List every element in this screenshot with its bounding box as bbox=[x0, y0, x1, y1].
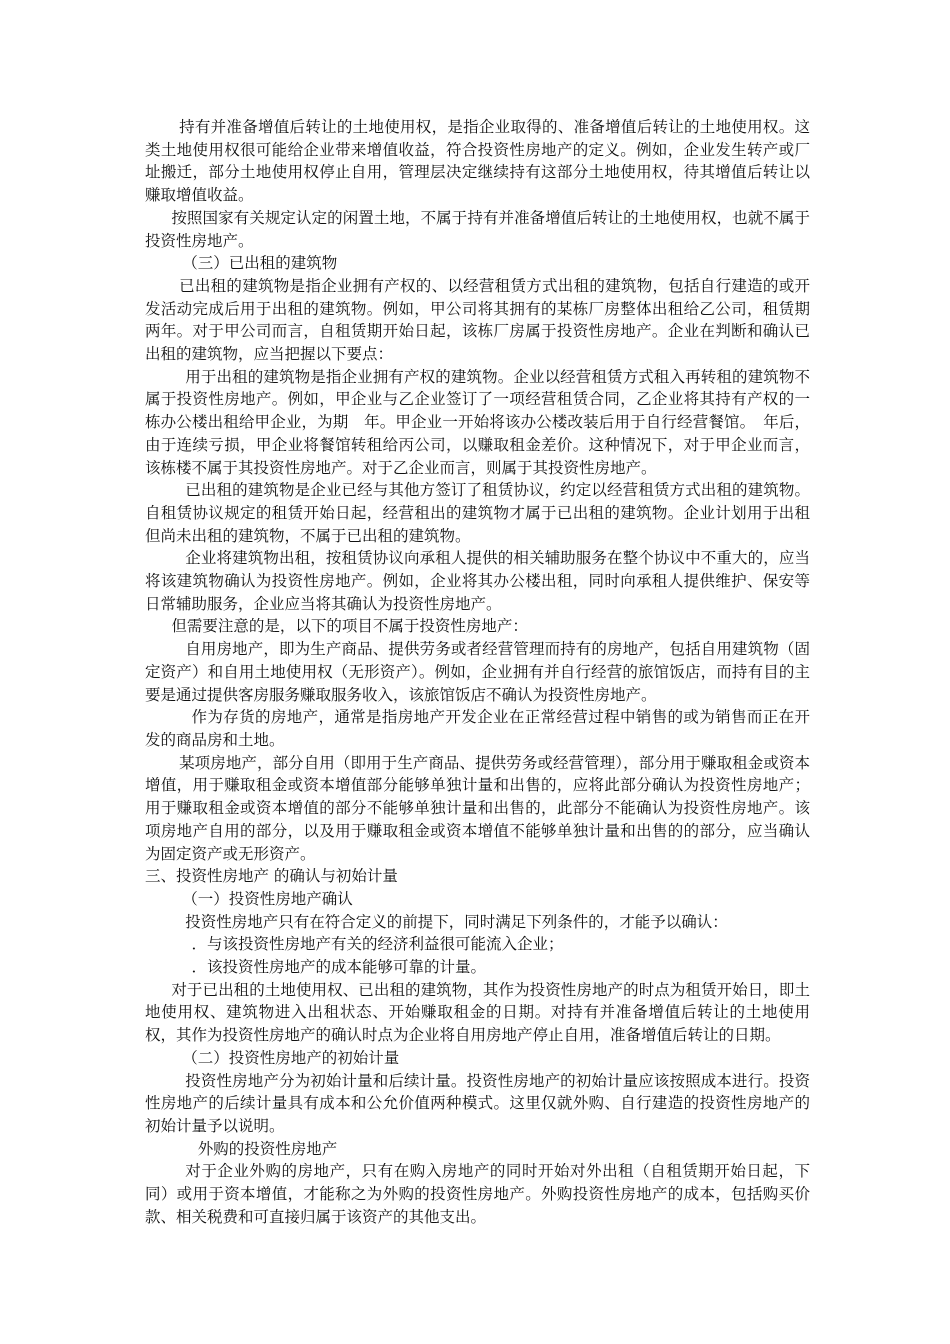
paragraph-purchased-property: 对于企业外购的房地产，只有在购入房地产的同时开始对外出租（自租赁期开始日起，下同）或用于资本增值，才能称之为外购的投资性房地产。外购投资性房地产的成本，包括购买价款、相关税费和可直接归属于该资产的其他支出。 bbox=[145, 1162, 810, 1226]
paragraph-recognition-timing: 对于已出租的土地使用权、已出租的建筑物，其作为投资性房地产的时点为租赁开始日，即土地使用权、建筑物进入出租状态、开始赚取租金的日期。对持有并准备增值后转让的土地使用权，其作为投资性房地产的确认时点为企业将自用房地产停止自用，准备增值后转让的日期。 bbox=[145, 980, 810, 1045]
list-item-cost-measurement: ．该投资性房地产的成本能够可靠的计量。 bbox=[191, 958, 487, 977]
paragraph-initial-measurement: 投资性房地产分为初始计量和后续计量。投资性房地产的初始计量应该按照成本进行。投资性房地产的后续计量具有成本和公允价值两种模式。这里仅就外购、自行建造的投资性房地产的初始计量予以说明。 bbox=[145, 1071, 810, 1135]
paragraph-ancillary-services: 企业将建筑物出租，按租赁协议向承租人提供的相关辅助服务在整个协议中不重大的，应当将该建筑物确认为投资性房地产。例如，企业将其办公楼出租，同时向承租人提供维护、保安等日常辅助服务，企业应当将其确认为投资性房地产。 bbox=[145, 549, 810, 613]
paragraph-self-use-property: 自用房地产，即为生产商品、提供劳务或者经营管理而持有的房地产，包括自用建筑物（固定资产）和自用土地使用权（无形资产）。例如，企业拥有并自行经营的旅馆饭店，而持有目的主要是通过提供客房服务赚取服务收入，该旅馆饭店不确认为投资性房地产。 bbox=[145, 640, 810, 704]
subheading-recognition: （一）投资性房地产确认 bbox=[182, 889, 353, 908]
document-body bbox=[145, 116, 810, 1228]
paragraph-owned-buildings: 用于出租的建筑物是指企业拥有产权的建筑物。企业以经营租赁方式租入再转租的建筑物不属于投资性房地产。例如，甲企业与乙企业签订了一项经营租赁合同，乙企业将其持有产权的一栋办公楼出租给甲企业，为期 年。甲企业一开始将该办公楼改装后用于自行经营餐馆。 年后，由于连续亏损，甲企业将餐馆转租给丙公司，以赚取租金差价。这种情况下，对于甲企业而言，该栋楼不属于其投资性房地产。对于乙企业而言，则属于其投资性房地产。 bbox=[145, 367, 810, 477]
paragraph-lease-agreement: 已出租的建筑物是企业已经与其他方签订了租赁协议，约定以经营租赁方式出租的建筑物。自租赁协议规定的租赁开始日起，经营租出的建筑物才属于已出租的建筑物。企业计划用于出租但尚未出租的建筑物，不属于已出租的建筑物。 bbox=[145, 481, 810, 545]
paragraph-idle-land: 按照国家有关规定认定的闲置土地，不属于持有并准备增值后转让的土地使用权，也就不属于投资性房地产。 bbox=[145, 208, 810, 250]
subheading-purchased-property: 外购的投资性房地产 bbox=[197, 1139, 338, 1158]
paragraph-inventory-property: 作为存货的房地产，通常是指房地产开发企业在正常经营过程中销售的或为销售而正在开发的商品房和土地。 bbox=[145, 708, 810, 749]
heading-leased-buildings: （三）已出租的建筑物 bbox=[182, 254, 338, 273]
paragraph-recognition-conditions: 投资性房地产只有在符合定义的前提下，同时满足下列条件的，才能予以确认： bbox=[185, 912, 728, 931]
list-item-economic-benefits: ．与该投资性房地产有关的经济利益很可能流入企业； bbox=[191, 935, 564, 954]
paragraph-leased-buildings-definition: 已出租的建筑物是指企业拥有产权的、以经营租赁方式出租的建筑物，包括自行建造的或开发活动完成后用于出租的建筑物。例如，甲公司将其拥有的某栋厂房整体出租给乙公司，租赁期两年。对于甲公司而言，自租赁期开始日起，该栋厂房属于投资性房地产。企业在判断和确认已出租的建筑物，应当把握以下要点： bbox=[145, 276, 810, 364]
section-heading-recognition: 三、投资性房地产 的确认与初始计量 bbox=[145, 867, 398, 886]
paragraph-exclusions-intro: 但需要注意的是，以下的项目不属于投资性房地产： bbox=[171, 617, 528, 636]
subheading-initial-measurement: （二）投资性房地产的初始计量 bbox=[182, 1048, 400, 1067]
paragraph-partial-self-use: 某项房地产，部分自用（即用于生产商品、提供劳务或经营管理），部分用于赚取租金或资本增值，用于赚取租金或资本增值部分能够单独计量和出售的，应将此部分确认为投资性房地产；用于赚取租金或资本增值的部分不能够单独计量和出售的，此部分不能确认为投资性房地产。该项房地产自用的部分，以及用于赚取租金或资本增值不能够单独计量和出售的的部分，应当确认为固定资产或无形资产。 bbox=[145, 753, 810, 863]
paragraph-land-use-right: 持有并准备增值后转让的土地使用权，是指企业取得的、准备增值后转让的土地使用权。这类土地使用权很可能给企业带来增值收益，符合投资性房地产的定义。例如，企业发生转产或厂址搬迁，部分土地使用权停止自用，管理层决定继续持有这部分土地使用权，待其增值后转让以赚取增值收益。 bbox=[145, 118, 810, 205]
